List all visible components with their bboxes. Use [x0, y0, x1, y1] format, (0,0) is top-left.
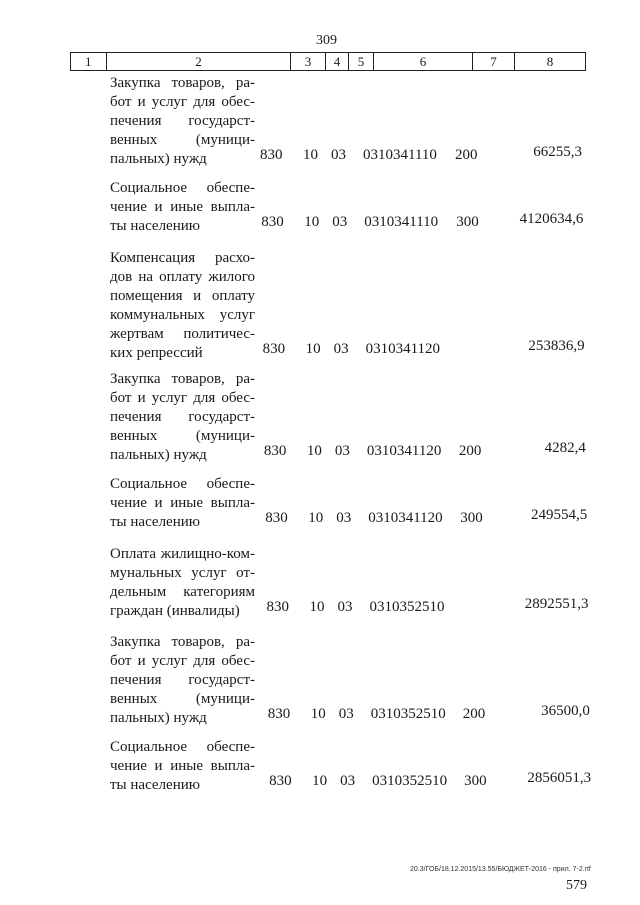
description-line: венных (муници- [110, 428, 255, 444]
description-line: жертвам политичес- [110, 326, 255, 342]
row-description [110, 370, 255, 465]
code-vr: 300 [464, 773, 487, 789]
description-line: бот и услуг для обес- [110, 653, 255, 669]
code-rz: 10 [310, 706, 326, 722]
code-csr: 0310341120 [368, 510, 443, 526]
description-line: ких репрессий [110, 345, 203, 361]
description-line: дов на оплату жилого [110, 269, 255, 285]
footer-file-reference: 20.3/ГОБ/18.12.2015/13.55/БЮДЖЕТ-2016 - прил. 7-2.rtf [410, 866, 591, 873]
row-description [110, 738, 255, 795]
code-rz: 10 [305, 341, 321, 357]
column-header: 3 [291, 53, 326, 70]
code-pr: 03 [332, 214, 348, 230]
code-csr: 0310352510 [372, 773, 448, 789]
code-csr: 0310341110 [364, 214, 439, 230]
column-header: 8 [546, 54, 554, 69]
description-line: печения государст- [110, 409, 255, 425]
code-rz: 10 [312, 773, 328, 789]
code-rz: 10 [308, 510, 324, 526]
code-vr: 200 [462, 706, 486, 722]
code-gr: 830 [269, 773, 292, 789]
description-line: дельным категориям [110, 584, 255, 600]
code-rz: 10 [306, 443, 322, 459]
description-line: Оплата жилищно-ком- [110, 546, 255, 562]
code-csr: 0310341120 [366, 443, 442, 459]
description-line: венных (муници- [110, 132, 255, 148]
column-header-row [70, 52, 586, 71]
row-amount: 4282,4 [544, 440, 586, 456]
code-vr: 200 [455, 147, 478, 163]
code-rz: 10 [309, 599, 325, 615]
code-pr: 03 [333, 341, 349, 357]
code-pr: 03 [338, 706, 354, 722]
description-line: чение и иные выпла- [110, 495, 255, 511]
column-header: 6 [374, 53, 473, 70]
code-csr: 0310341110 [363, 147, 437, 163]
code-gr: 830 [260, 147, 283, 163]
code-rz: 10 [304, 214, 320, 230]
column-header: 1 [71, 53, 107, 70]
row-amount: 2892551,3 [524, 596, 589, 612]
code-gr: 830 [261, 214, 284, 230]
row-description [110, 633, 255, 728]
description-line: пальных) нужд [110, 710, 207, 726]
description-line: ты населению [110, 218, 200, 234]
row-description [110, 545, 255, 621]
row-amount: 2856051,3 [527, 770, 592, 786]
code-vr: 300 [460, 510, 483, 526]
code-pr: 03 [334, 443, 350, 459]
code-gr: 830 [266, 599, 289, 615]
description-line: венных (муници- [110, 691, 255, 707]
column-header: 7 [473, 53, 515, 70]
row-description [110, 249, 255, 363]
row-description [110, 74, 255, 169]
description-line: печения государст- [110, 672, 255, 688]
description-line: печения государст- [110, 113, 255, 129]
description-line: Закупка товаров, ра- [110, 371, 255, 387]
code-pr: 03 [337, 599, 353, 615]
row-amount: 66255,3 [533, 144, 582, 160]
code-gr: 830 [263, 443, 287, 459]
code-csr: 0310352510 [370, 706, 446, 722]
description-line: Закупка товаров, ра- [110, 75, 255, 91]
description-line: пальных) нужд [110, 151, 207, 167]
page-number-bottom: 579 [566, 878, 587, 893]
description-line: Компенсация расхо- [110, 250, 255, 266]
code-gr: 830 [262, 341, 286, 357]
description-line: ты населению [110, 777, 200, 793]
code-vr: 200 [458, 443, 482, 459]
description-line: граждан (инвалиды) [110, 603, 240, 619]
description-line: Социальное обеспе- [110, 180, 255, 196]
row-description [110, 179, 255, 236]
description-line: бот и услуг для обес- [110, 94, 255, 110]
description-line: бот и услуг для обес- [110, 390, 255, 406]
row-amount: 4120634,6 [519, 211, 584, 227]
column-header: 2 [107, 53, 291, 70]
code-gr: 830 [265, 510, 288, 526]
row-description [110, 475, 255, 532]
description-line: чение и иные выпла- [110, 199, 255, 215]
code-pr: 03 [340, 773, 356, 789]
code-gr: 830 [267, 706, 291, 722]
row-amount: 36500,0 [541, 703, 590, 719]
description-line: помещения и оплату [110, 288, 255, 304]
description-line: чение и иные выпла- [110, 758, 255, 774]
description-line: мунальных услуг от- [110, 565, 255, 581]
code-pr: 03 [336, 510, 352, 526]
row-amount: 249554,5 [530, 507, 588, 523]
column-header: 5 [349, 53, 374, 70]
description-line: Социальное обеспе- [110, 476, 255, 492]
code-pr: 03 [331, 147, 346, 163]
code-rz: 10 [303, 147, 318, 163]
description-line: ты населению [110, 514, 200, 530]
description-line: Социальное обеспе- [110, 739, 255, 755]
page-number-top: 309 [316, 33, 337, 48]
code-vr: 300 [456, 214, 479, 230]
code-csr: 0310352510 [369, 599, 445, 615]
code-csr: 0310341120 [365, 341, 441, 357]
column-header: 4 [326, 53, 349, 70]
description-line: пальных) нужд [110, 447, 207, 463]
description-line: коммунальных услуг [110, 307, 255, 323]
row-amount: 253836,9 [528, 338, 585, 354]
description-line: Закупка товаров, ра- [110, 634, 255, 650]
